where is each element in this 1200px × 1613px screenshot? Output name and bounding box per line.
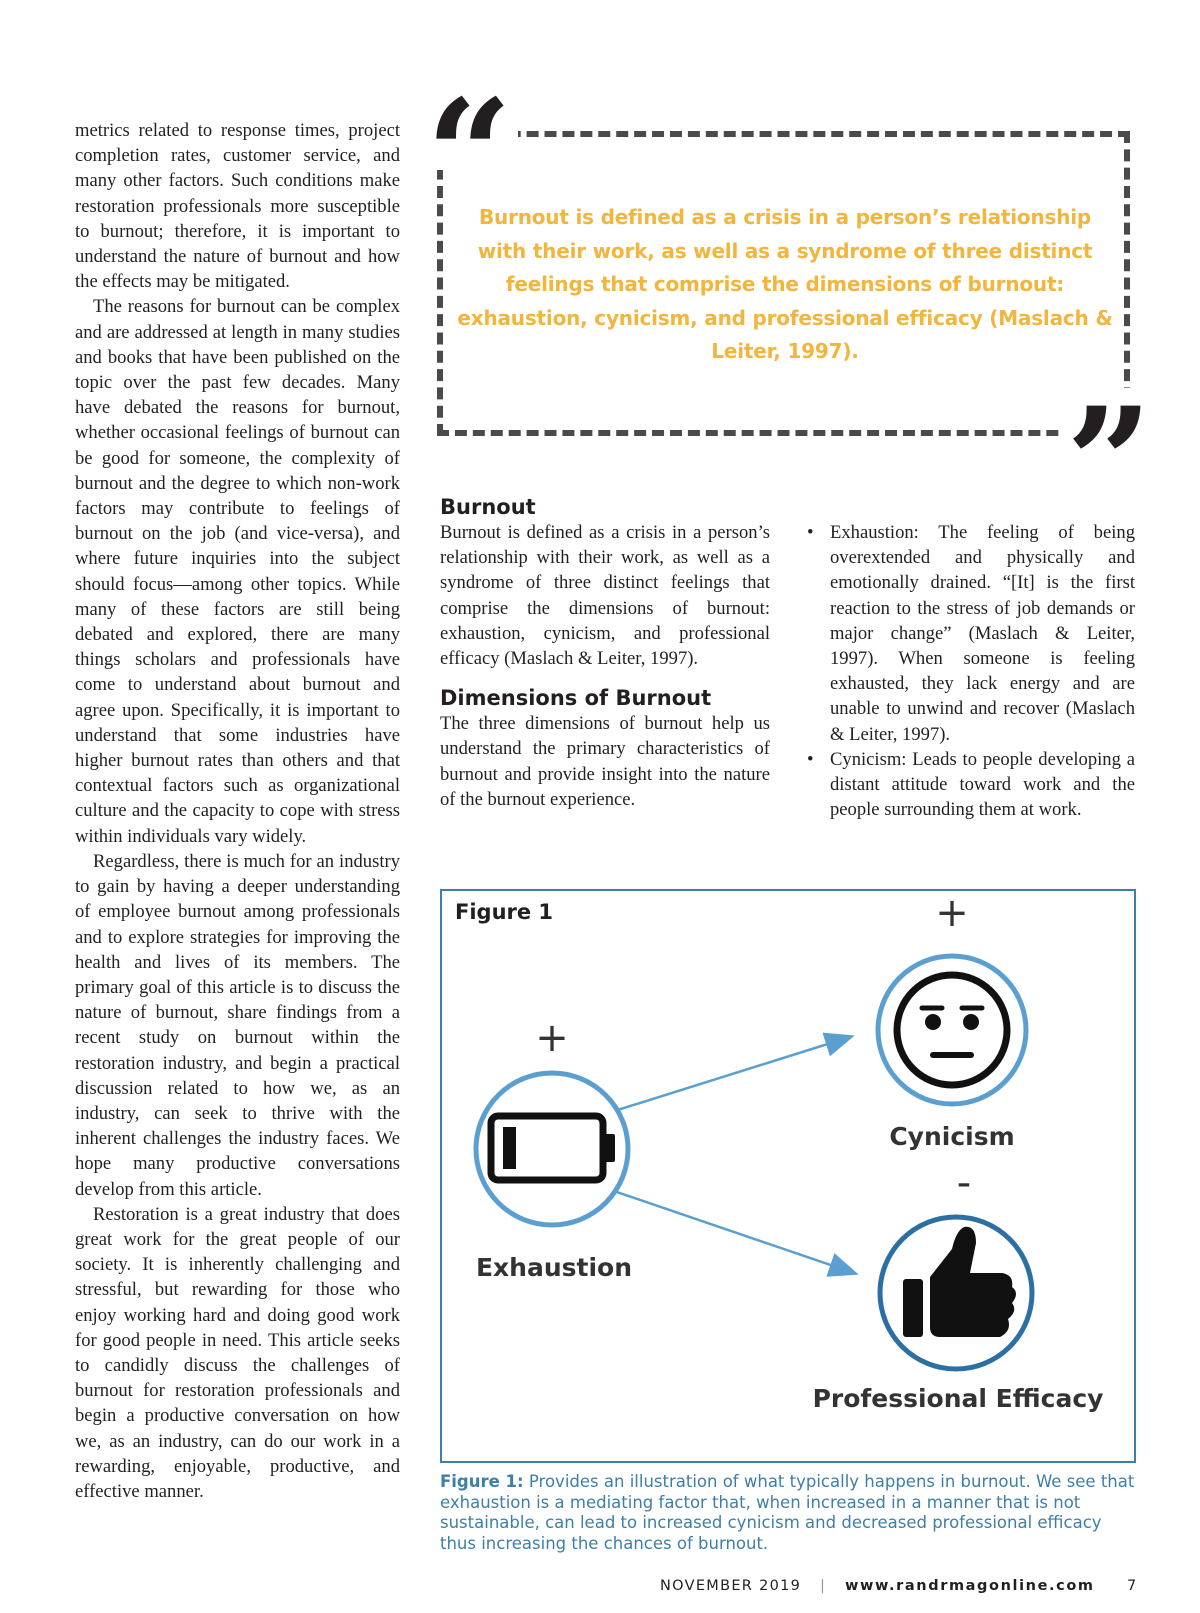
section-body-dimensions: The three dimensions of burnout help us understand the primary characteristics of burnout and provide insight into the nature of the burnout experience. xyxy=(440,713,770,810)
arrow-to-cynicism xyxy=(608,1037,850,1113)
caption-text: Provides an illustration of what typically happens in burnout. We see that exhaustion is a mediating factor that, when increased in a manner that is not sustainable, can lead to increased cynicism and decreased professional efficacy thus increasing the chances of burnout. xyxy=(440,1472,1135,1553)
close-quote-icon: ” xyxy=(1060,388,1158,478)
footer-date: NOVEMBER 2019 xyxy=(660,1578,802,1594)
page-number: 7 xyxy=(1127,1578,1137,1594)
paragraph: Restoration is a great industry that does great work for the great people of our society. It is inherently challenging and stressful, but rewarding for those who enjoy working hard and doing good work for good people in need. This article seeks to candidly discuss the challenges of burnout for restoration professionals and begin a productive conversation on how we, as an industry, can do our work in a rewarding, enjoyable, productive, and effective manner. xyxy=(75,1203,400,1502)
open-quote-icon: “ xyxy=(420,80,518,170)
efficacy-sign: - xyxy=(956,1160,972,1206)
figure-diagram xyxy=(442,891,1134,1461)
left-column xyxy=(75,118,400,1504)
figure-caption xyxy=(440,1472,1140,1554)
section-heading-dimensions: Dimensions of Burnout xyxy=(440,686,712,711)
paragraph: The reasons for burnout can be complex and are addressed at length in many studies and books that have been published on the topic over the past few decades. Many have debated the reasons for burnout, whether occasional feelings of burnout can be good for someone, the complexity of burnout and the degree to which non-work factors may contribute to feelings of burnout on the job (and vice-versa), and where future inquiries into the subject should focus—among other topics. While many of these factors are still being debated and explored, there are many things scholars and professionals have come to understand about burnout and agree upon. Specifically, it is important to understand that some industries have higher burnout rates than others and that contextual factors such as organizational culture and the capacity to cope with stress within individuals vary widely. xyxy=(75,296,400,847)
pull-quote-text: Burnout is defined as a crisis in a person’s relationship with their work, as well as a syndrome of three distinct feelings that comprise the dimensions of burnout: exhaustion, cynicism, and professional efficacy (Maslach & Leiter, 1997). xyxy=(457,205,1113,363)
footer-separator: | xyxy=(820,1578,827,1594)
bullet-list xyxy=(805,520,1135,822)
footer-url: www.randrmagonline.com xyxy=(845,1578,1095,1594)
arrow-to-efficacy xyxy=(608,1189,854,1273)
middle-column xyxy=(440,494,770,812)
efficacy-label: Professional Efficacy xyxy=(812,1384,1104,1413)
exhaustion-sign: + xyxy=(535,1015,569,1061)
section-body-burnout: Burnout is defined as a crisis in a person’s relationship with their work, as well as a syndrome of three distinct feelings that comprise the dimensions of burnout: exhaustion, cynicism, and professional efficacy (Maslach & Leiter, 1997). xyxy=(440,522,770,670)
cynicism-sign: + xyxy=(935,891,969,936)
cynicism-label: Cynicism xyxy=(889,1122,1015,1151)
paragraph: Regardless, there is much for an industry to gain by having a deeper understanding of employee burnout among professionals and to explore strategies for improving the health and lives of its members. The primary goal of this article is to discuss the nature of burnout, share findings from a recent study on burnout within the restoration industry, and begin a practical discussion related to how we, as an industry, can seek to thrive with the inherent challenges the industry faces. We hope many productive conversations develop from this article. xyxy=(75,850,400,1200)
figure-title: Figure 1 xyxy=(455,900,554,924)
paragraph: metrics related to response times, project completion rates, customer service, and many other factors. Such conditions make restoration professionals more susceptible to burnout; therefore, it is important to understand the nature of burnout and how the effects may be mitigated. xyxy=(75,120,400,293)
list-item: • Cynicism: Leads to people developing a distant attitude toward work and the people surrounding them at work. xyxy=(805,747,1135,823)
exhaustion-label: Exhaustion xyxy=(475,1253,633,1282)
list-item: • Exhaustion: The feeling of being overextended and physically and emotionally drained. “[It] is the first reaction to the stress of job demands or major change” (Maslach & Leiter, 1997). When someone is feeling exhausted, they lack energy and are unable to unwind and recover (Maslach & Leiter, 1997). xyxy=(805,520,1135,747)
caption-label: Figure 1: xyxy=(440,1472,524,1491)
section-heading-burnout: Burnout xyxy=(440,495,536,519)
right-column xyxy=(805,520,1135,822)
